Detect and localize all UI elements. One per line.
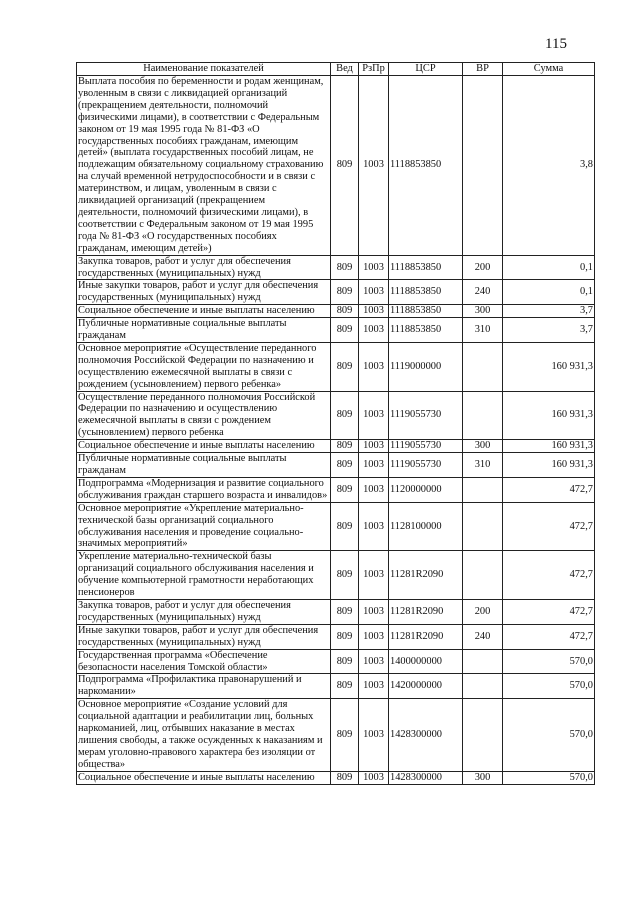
cell-ved: 809 — [331, 502, 359, 551]
cell-name: Социальное обеспечение и иные выплаты населению — [77, 771, 331, 784]
cell-ved: 809 — [331, 391, 359, 440]
table-row — [77, 453, 595, 478]
cell-sum: 570,0 — [503, 771, 595, 784]
cell-csr: 1119055730 — [389, 453, 463, 478]
cell-vr — [463, 649, 503, 674]
cell-sum: 0,1 — [503, 280, 595, 305]
cell-sum: 472,7 — [503, 624, 595, 649]
cell-csr: 1428300000 — [389, 771, 463, 784]
cell-csr: 11281R2090 — [389, 624, 463, 649]
cell-ved: 809 — [331, 624, 359, 649]
table-row — [77, 502, 595, 551]
table-row — [77, 280, 595, 305]
cell-ved: 809 — [331, 342, 359, 391]
cell-rzpr: 1003 — [359, 453, 389, 478]
cell-vr — [463, 477, 503, 502]
cell-rzpr: 1003 — [359, 76, 389, 256]
cell-csr: 1420000000 — [389, 674, 463, 699]
cell-sum: 472,7 — [503, 502, 595, 551]
cell-name: Укрепление материально-технической базы организаций социального обслуживания населения и обучение компьютерной грамотности неработающих пенсионеров — [77, 551, 331, 600]
cell-vr — [463, 76, 503, 256]
cell-csr: 11281R2090 — [389, 551, 463, 600]
cell-ved: 809 — [331, 477, 359, 502]
cell-rzpr: 1003 — [359, 674, 389, 699]
cell-vr — [463, 699, 503, 771]
cell-ved: 809 — [331, 771, 359, 784]
cell-ved: 809 — [331, 599, 359, 624]
table-row — [77, 599, 595, 624]
table-body — [77, 76, 595, 785]
cell-vr: 240 — [463, 280, 503, 305]
cell-vr — [463, 391, 503, 440]
cell-rzpr: 1003 — [359, 502, 389, 551]
cell-name: Социальное обеспечение и иные выплаты населению — [77, 440, 331, 453]
cell-vr: 240 — [463, 624, 503, 649]
cell-name: Закупка товаров, работ и услуг для обеспечения государственных (муниципальных) нужд — [77, 255, 331, 280]
cell-sum: 3,8 — [503, 76, 595, 256]
cell-name: Публичные нормативные социальные выплаты гражданам — [77, 318, 331, 343]
header-name: Наименование показателей — [77, 63, 331, 76]
cell-name: Основное мероприятие «Осуществление переданного полномочия Российской Федерации по назначению и осуществлению ежемесячной выплаты в связи с рождением (усыновлением) первого ребенка» — [77, 342, 331, 391]
table-row — [77, 305, 595, 318]
cell-rzpr: 1003 — [359, 551, 389, 600]
table-row — [77, 674, 595, 699]
cell-rzpr: 1003 — [359, 440, 389, 453]
cell-vr: 200 — [463, 599, 503, 624]
cell-ved: 809 — [331, 551, 359, 600]
cell-csr: 11281R2090 — [389, 599, 463, 624]
cell-sum: 3,7 — [503, 305, 595, 318]
cell-name: Осуществление переданного полномочия Российской Федерации по назначению и осуществлению ежемесячной выплаты в связи с рождением (усыновлением) первого ребенка — [77, 391, 331, 440]
cell-ved: 809 — [331, 318, 359, 343]
cell-ved: 809 — [331, 76, 359, 256]
table-header-row — [77, 63, 595, 76]
cell-vr: 300 — [463, 440, 503, 453]
cell-rzpr: 1003 — [359, 477, 389, 502]
cell-name: Основное мероприятие «Укрепление материально-технической базы организаций социального обслуживания населения и проведение социально-значимых мероприятий» — [77, 502, 331, 551]
cell-sum: 472,7 — [503, 599, 595, 624]
cell-ved: 809 — [331, 649, 359, 674]
cell-rzpr: 1003 — [359, 391, 389, 440]
cell-ved: 809 — [331, 440, 359, 453]
cell-vr — [463, 502, 503, 551]
cell-rzpr: 1003 — [359, 318, 389, 343]
table-row — [77, 391, 595, 440]
cell-csr: 1119000000 — [389, 342, 463, 391]
header-csr: ЦСР — [389, 63, 463, 76]
table-row — [77, 255, 595, 280]
table-row — [77, 342, 595, 391]
cell-name: Публичные нормативные социальные выплаты гражданам — [77, 453, 331, 478]
page-number: 115 — [545, 36, 567, 52]
header-sum: Сумма — [503, 63, 595, 76]
cell-name: Подпрограмма «Модернизация и развитие социального обслуживания граждан старшего возраста и инвалидов» — [77, 477, 331, 502]
cell-csr: 1428300000 — [389, 699, 463, 771]
cell-csr: 1119055730 — [389, 391, 463, 440]
cell-rzpr: 1003 — [359, 624, 389, 649]
cell-csr: 1119055730 — [389, 440, 463, 453]
table-row — [77, 624, 595, 649]
cell-sum: 570,0 — [503, 649, 595, 674]
cell-name: Закупка товаров, работ и услуг для обеспечения государственных (муниципальных) нужд — [77, 599, 331, 624]
table-row — [77, 318, 595, 343]
cell-rzpr: 1003 — [359, 771, 389, 784]
cell-ved: 809 — [331, 453, 359, 478]
cell-vr: 200 — [463, 255, 503, 280]
cell-sum: 472,7 — [503, 551, 595, 600]
header-rzpr: РзПр — [359, 63, 389, 76]
cell-sum: 570,0 — [503, 699, 595, 771]
cell-csr: 1118853850 — [389, 255, 463, 280]
cell-csr: 1400000000 — [389, 649, 463, 674]
cell-vr — [463, 342, 503, 391]
cell-vr — [463, 551, 503, 600]
cell-rzpr: 1003 — [359, 280, 389, 305]
cell-name: Основное мероприятие «Создание условий для социальной адаптации и реабилитации лиц, больных наркоманией, лиц, отбывших наказание в местах лишения свободы, а также осужденных к наказаниям и мерам уголовно-правового характера без изоляции от общества» — [77, 699, 331, 771]
cell-ved: 809 — [331, 699, 359, 771]
budget-table — [76, 62, 595, 785]
cell-name: Государственная программа «Обеспечение безопасности населения Томской области» — [77, 649, 331, 674]
cell-sum: 160 931,3 — [503, 391, 595, 440]
cell-sum: 160 931,3 — [503, 342, 595, 391]
table-row — [77, 551, 595, 600]
cell-sum: 472,7 — [503, 477, 595, 502]
header-vr: ВР — [463, 63, 503, 76]
cell-csr: 1118853850 — [389, 318, 463, 343]
cell-sum: 570,0 — [503, 674, 595, 699]
cell-sum: 160 931,3 — [503, 440, 595, 453]
cell-name: Подпрограмма «Профилактика правонарушений и наркомании» — [77, 674, 331, 699]
header-ved: Вед — [331, 63, 359, 76]
cell-ved: 809 — [331, 674, 359, 699]
cell-sum: 0,1 — [503, 255, 595, 280]
cell-csr: 1118853850 — [389, 76, 463, 256]
cell-name: Иные закупки товаров, работ и услуг для обеспечения государственных (муниципальных) нужд — [77, 624, 331, 649]
cell-rzpr: 1003 — [359, 342, 389, 391]
cell-csr: 1128100000 — [389, 502, 463, 551]
table-row — [77, 699, 595, 771]
cell-ved: 809 — [331, 255, 359, 280]
cell-vr — [463, 674, 503, 699]
cell-vr: 300 — [463, 305, 503, 318]
cell-csr: 1118853850 — [389, 280, 463, 305]
cell-rzpr: 1003 — [359, 599, 389, 624]
cell-vr: 310 — [463, 318, 503, 343]
cell-sum: 3,7 — [503, 318, 595, 343]
cell-sum: 160 931,3 — [503, 453, 595, 478]
cell-csr: 1118853850 — [389, 305, 463, 318]
cell-csr: 1120000000 — [389, 477, 463, 502]
cell-vr: 310 — [463, 453, 503, 478]
cell-rzpr: 1003 — [359, 649, 389, 674]
cell-rzpr: 1003 — [359, 305, 389, 318]
cell-name: Социальное обеспечение и иные выплаты населению — [77, 305, 331, 318]
cell-rzpr: 1003 — [359, 699, 389, 771]
cell-name: Выплата пособия по беременности и родам женщинам, уволенным в связи с ликвидацией организаций (прекращением деятельности, полномочий физическими лицами), в соответствии с Федеральным законом от 19 мая 1995 года № 81-ФЗ «О государственных пособиях гражданам, имеющим детей» (выплата государственных пособий лицам, не подлежащим обязательному социальному страхованию на случай временной нетрудоспособности и в связи с материнством, и лицам, уволенным в связи с ликвидацией организаций (прекращением деятельности, полномочий физическими лицами), в соответствии с Федеральным законом от 19 мая 1995 года № 81-ФЗ «О государственных пособиях гражданам, имеющим детей») — [77, 76, 331, 256]
cell-rzpr: 1003 — [359, 255, 389, 280]
table-row — [77, 649, 595, 674]
table-row — [77, 76, 595, 256]
table-row — [77, 440, 595, 453]
cell-ved: 809 — [331, 280, 359, 305]
cell-ved: 809 — [331, 305, 359, 318]
cell-vr: 300 — [463, 771, 503, 784]
cell-name: Иные закупки товаров, работ и услуг для обеспечения государственных (муниципальных) нужд — [77, 280, 331, 305]
table-row — [77, 771, 595, 784]
table-row — [77, 477, 595, 502]
